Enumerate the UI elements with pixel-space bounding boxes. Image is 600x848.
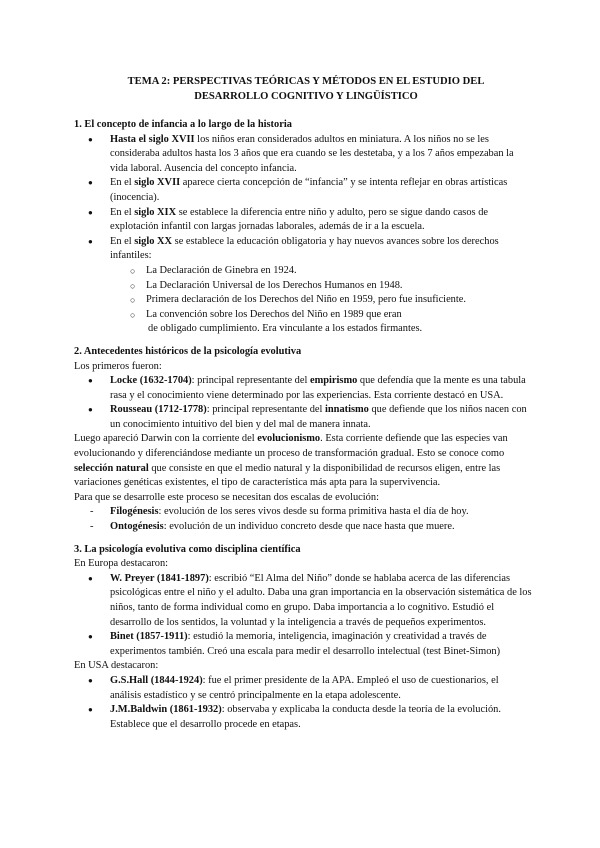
item-text: que defendía que la mente es una tabula rasa y el conocimiento viene determinado por las experiencias. Esta corriente destacó en USA. [110,375,526,401]
paragraph-text: que consiste en que el medio natural y la disponibilidad de recursos eligen, entre las variaciones genéticas existentes, el tipo de característica más apta para la supervivencia. [74,462,501,489]
list-item [74,520,532,535]
bold-term: Hasta el siglo XVII [110,133,195,145]
section-3 [74,543,532,733]
list-item [74,505,532,520]
item-text: se establece la educación obligatoria y hay nuevos avances sobre los derechos infantiles: [110,235,499,262]
item-text: : evolución de un individuo concreto desde que nace hasta que muere. [163,521,455,533]
list-item [74,674,532,703]
scales-paragraph: Para que se desarrolle este proceso se necesitan dos escalas de evolución: [74,491,379,503]
item-text: : escribió “El Alma del Niño” donde se hablaba acerca de las diferencias psicológicas entre el niño y el adulto. Daba una gran importancia en la observación sistemática de los niños, tanto de forma individual como en grupo. Daba importancia a lo cognitivo. Estudió el desarrollo de los sentidos, la voluntad y la inteligencia a través de pequeños experimentos. [110,572,532,628]
paragraph-text: . Esta corriente defiende que las especies van evolucionando y diferenciándose mediante un proceso de transformación gradual. Esto se conoce como [74,433,508,460]
rights-sublist [74,264,532,322]
bold-term: Locke (1632-1704) [110,375,192,387]
item-text: que defiende que los niños nacen con un conocimiento intuitivo del bien y del mal de manera innata. [110,404,527,430]
sublist-item: ○ La Declaración Universal de los Derechos Humanos en 1948. [74,279,532,294]
title-line-1: TEMA 2: PERSPECTIVAS TEÓRICAS Y MÉTODOS EN EL ESTUDIO DEL [127,76,485,87]
section-2-heading: 2. Antecedentes históricos de la psicología evolutiva [74,345,302,357]
list-item [74,374,532,403]
list-item [74,572,532,630]
sublist-item: ○ Primera declaración de los Derechos del Niño en 1959, pero fue insuficiente. [74,293,532,308]
item-text: En el [110,206,135,218]
bold-term: J.M.Baldwin (1861-1932) [110,704,222,716]
item-text: En el [110,235,135,247]
scales-list [74,505,532,534]
list-item [74,176,532,205]
item-text: En el [110,177,135,189]
item-text: se establece la diferencia entre niño y adulto, pero se sigue dando casos de explotación infantil con largas jornadas laborales, además de ir a la escuela. [110,206,488,233]
bold-term: selección natural [74,462,149,474]
bold-term: empirismo [309,375,358,387]
europe-intro: En Europa destacaron: [74,558,169,570]
bold-term: W. Preyer (1841-1897) [110,572,209,584]
bold-term: innatismo [325,404,369,416]
list-item [74,133,532,177]
bold-term: Filogénesis [110,506,159,518]
bold-term: siglo XVII [134,177,181,189]
sublist-item: ○ La convención sobre los Derechos del Niño en 1989 que eran [74,308,532,323]
section-3-heading: 3. La psicología evolutiva como disciplina científica [74,543,301,555]
section-1-heading: 1. El concepto de infancia a lo largo de la historia [74,119,292,130]
sublist-item: ○ La Declaración de Ginebra en 1924. [74,264,532,279]
darwin-paragraph [74,432,532,490]
document-title [74,74,532,104]
list-item [74,703,532,732]
list-item [74,403,532,432]
item-text: : evolución de los seres vivos desde su forma primitiva hasta el día de hoy. [158,506,469,518]
document-body [74,74,532,740]
item-text: aparece cierta concepción de “infancia” y se intenta reflejar en obras artísticas (inocencia). [110,177,508,203]
list-item [74,206,532,235]
bold-term: Binet (1857-1911) [110,631,188,643]
sublist-continuation: de obligado cumplimiento. Era vinculante a los estados firmantes. [148,323,423,335]
item-text: : principal representante del [191,375,310,387]
list-item [74,235,532,264]
section-2-intro: Los primeros fueron: [74,360,162,372]
bold-term: Ontogénesis [110,521,164,533]
section-2 [74,345,532,535]
paragraph-text: Luego apareció Darwin con la corriente del [74,433,258,445]
list-item [74,630,532,659]
item-text: los niños eran considerados adultos en miniatura. A los niños no se les consideraba adultos hasta los 3 años que era cuando se les destetaba, y a los 7 años empezaban la vida laboral. Ausencia del concepto infancia. [110,133,514,174]
bold-term: siglo XIX [134,206,177,218]
item-text: : fue el primer presidente de la APA. Empleó el uso de cuestionarios, el análisis estadístico y se centró principalmente en la etapa adolescente. [110,674,499,701]
bold-term: Rousseau (1712-1778) [110,404,207,416]
title-line-2: DESARROLLO COGNITIVO Y LINGÜÍSTICO [194,91,418,102]
section-1 [74,118,532,337]
section-1-list [74,133,532,264]
bold-term: evolucionismo [257,433,321,445]
usa-intro: En USA destacaron: [74,660,159,672]
item-text: : estudió la memoria, inteligencia, imaginación y creatividad a través de experimentos también. Creó una escala para medir el desarrollo intelectual (test Binet-Simon) [110,631,501,657]
item-text: : observaba y explicaba la conducta desde la teoría de la evolución. Establece que el desarrollo procede en etapas. [110,704,501,730]
bold-term: siglo XX [134,235,173,247]
europe-list [74,572,532,660]
bold-term: G.S.Hall (1844-1924) [110,674,203,686]
item-text: : principal representante del [206,404,325,416]
section-2-list [74,374,532,432]
usa-list [74,674,532,732]
